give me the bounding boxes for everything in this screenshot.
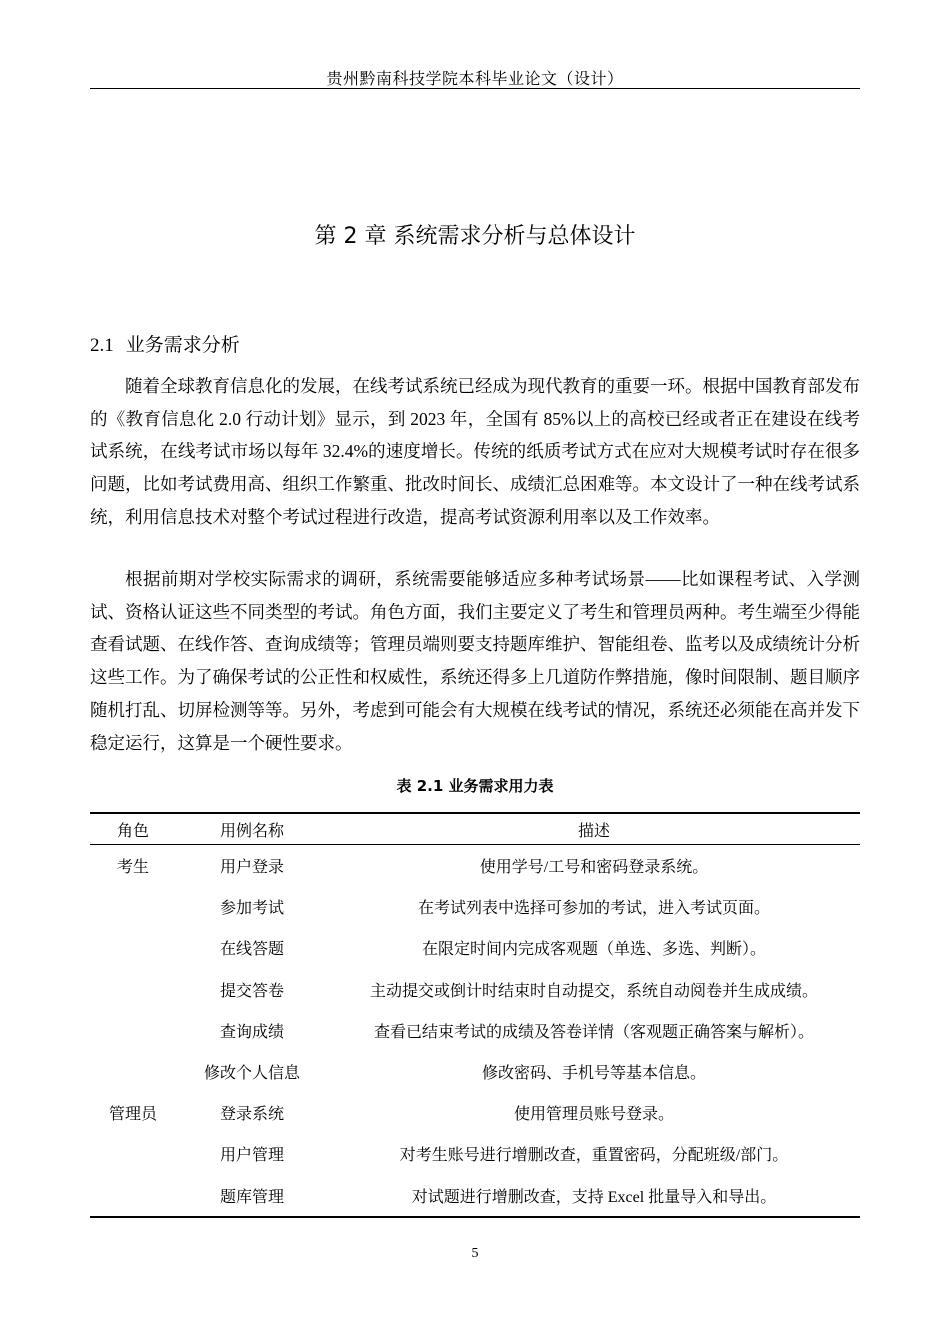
- table-row: [90, 1133, 860, 1174]
- role-cell: [90, 1133, 176, 1174]
- use-case-cell: 登录系统: [219, 1106, 284, 1124]
- use-case-cell: 参加考试: [219, 900, 284, 918]
- use-case-cell: 在线答题: [219, 941, 284, 959]
- use-case-cell: 提交答卷: [219, 982, 284, 1000]
- header-rule: [90, 88, 860, 89]
- table-caption: 表 2.1 业务需求用力表: [396, 777, 554, 795]
- table-row: [90, 1010, 860, 1051]
- requirements-table: [90, 812, 860, 1218]
- column-header-use-case: 用例名称: [176, 813, 328, 845]
- role-cell: [90, 886, 176, 927]
- column-header-role: 角色: [90, 813, 176, 845]
- description-cell: 在考试列表中选择可参加的考试，进入考试页面。: [417, 900, 770, 918]
- description-cell: 主动提交或倒计时结束时自动提交，系统自动阅卷并生成成绩。: [369, 982, 818, 1000]
- use-case-cell: 查询成绩: [219, 1023, 284, 1041]
- column-header-description: 描述: [328, 813, 860, 845]
- body-paragraph: 随着全球教育信息化的发展，在线考试系统已经成为现代教育的重要一环。根据中国教育部发布的《教育信息化 2.0 行动计划》显示，到 2023 年，全国有 85%以上的高校已经或者正在建设在线考试系统，在线考试市场以每年 32.4%的速度增长。传统的纸质考试方式在应对大规模考试时存在很多问题，比如考试费用高、组织工作繁重、批改时间长、成绩汇总困难等。本文设计了一种在线考试系统，利用信息技术对整个考试过程进行改造，提高考试资源利用率以及工作效率。: [90, 376, 860, 527]
- description-cell: 查看已结束考试的成绩及答卷详情（客观题正确答案与解析）。: [373, 1023, 814, 1041]
- chapter-title: 第 2 章 系统需求分析与总体设计: [314, 224, 636, 249]
- description-cell: 对考生账号进行增删改查，重置密码，分配班级/部门。: [399, 1147, 789, 1165]
- role-cell: 管理员: [108, 1106, 157, 1124]
- table-row: [90, 886, 860, 927]
- table-row: [90, 1175, 860, 1217]
- table-header-row: [90, 813, 860, 845]
- page-number: 5: [471, 1246, 479, 1261]
- table-row: [90, 969, 860, 1010]
- table-row: [90, 1051, 860, 1092]
- table-row: [90, 927, 860, 968]
- use-case-cell: 修改个人信息: [203, 1065, 300, 1083]
- role-cell: 考生: [116, 859, 149, 877]
- section-title: 业务需求分析: [125, 334, 240, 356]
- use-case-cell: 用户登录: [219, 859, 284, 877]
- role-cell: [90, 1010, 176, 1051]
- description-cell: 对试题进行增删改查，支持 Excel 批量导入和导出。: [328, 1175, 860, 1217]
- body-paragraph: 根据前期对学校实际需求的调研，系统需要能够适应多种考试场景——比如课程考试、入学测试、资格认证这些不同类型的考试。角色方面，我们主要定义了考生和管理员两种。考生端至少得能查看试题、在线作答、查询成绩等；管理员端则要支持题库维护、智能组卷、监考以及成绩统计分析这些工作。为了确保考试的公正性和权威性，系统还得多上几道防作弊措施，像时间限制、题目顺序随机打乱、切屏检测等等。另外，考虑到可能会有大规模在线考试的情况，系统还必须能在高并发下稳定运行，这算是一个硬性要求。: [90, 569, 860, 753]
- description-cell: 在限定时间内完成客观题（单选、多选、判断）。: [421, 941, 766, 959]
- table-row: [90, 1092, 860, 1133]
- use-case-cell: 题库管理: [176, 1175, 328, 1217]
- section-heading: [90, 330, 240, 357]
- role-cell: [90, 1051, 176, 1092]
- role-cell: [90, 927, 176, 968]
- description-cell: 使用管理员账号登录。: [513, 1106, 674, 1124]
- description-cell: 使用学号/工号和密码登录系统。: [479, 859, 709, 877]
- table-row: [90, 845, 860, 887]
- section-number: 2.1: [90, 335, 114, 356]
- use-case-cell: 用户管理: [219, 1147, 284, 1165]
- description-cell: 修改密码、手机号等基本信息。: [481, 1065, 706, 1083]
- running-header: 贵州黔南科技学院本科毕业论文（设计）: [326, 71, 624, 88]
- role-cell: [90, 1175, 176, 1217]
- role-cell: [90, 969, 176, 1010]
